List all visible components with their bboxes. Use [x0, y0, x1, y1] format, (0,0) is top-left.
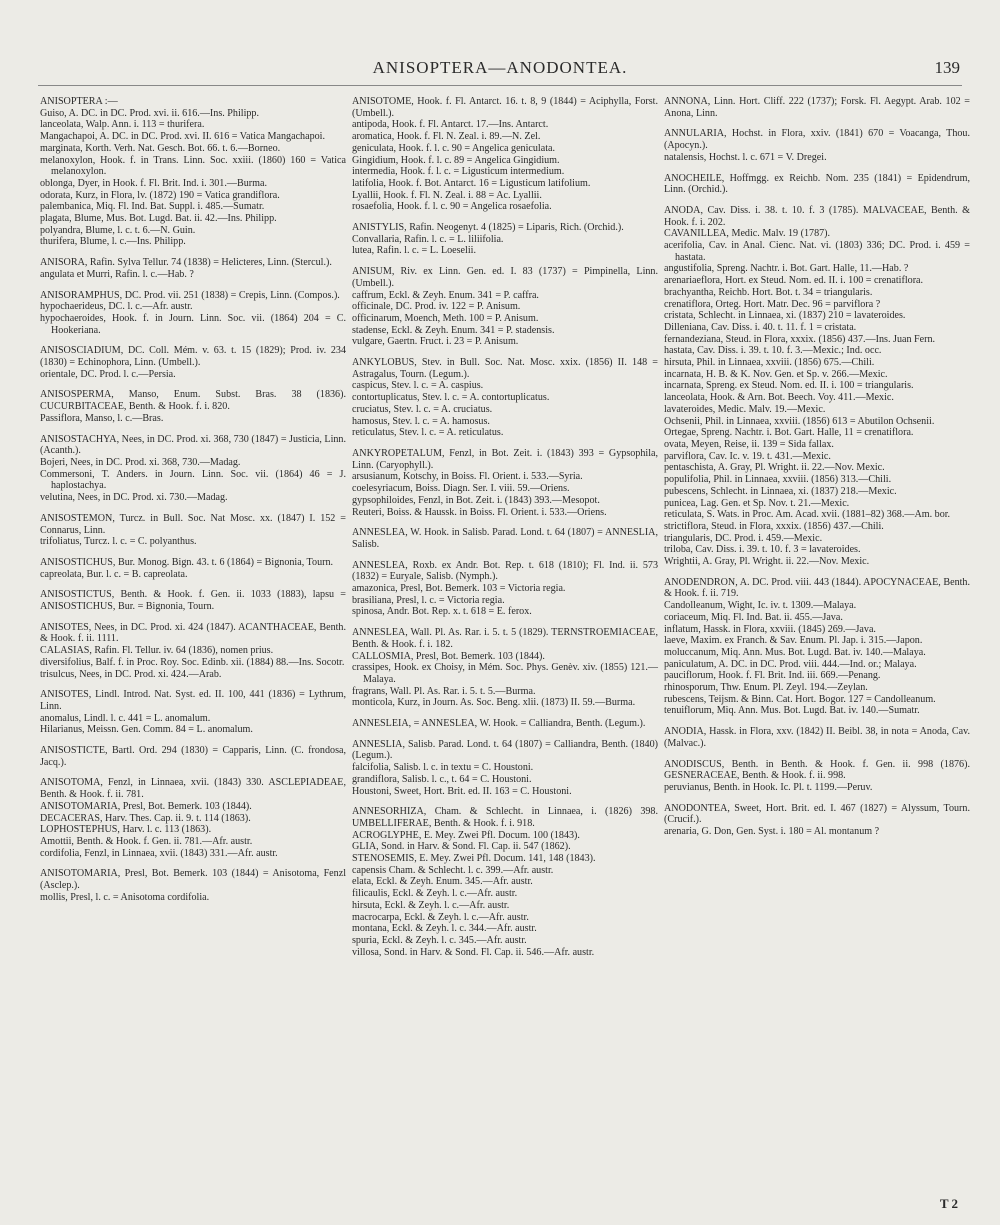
entry-heading: ANNONA, Linn. Hort. Cliff. 222 (1737); Forsk. Fl. Aegypt. Arab. 102 = Anona, Linn.	[664, 96, 970, 119]
entry-line: odorata, Kurz, in Flora, lv. (1872) 190 = Vatica grandiflora.	[40, 189, 280, 201]
entry-line: velutina, Nees, in DC. Prod. xi. 730.—Madag.	[40, 492, 228, 504]
index-entry	[352, 739, 658, 798]
entry-line: hypochaerideus, DC. l. c.—Afr. austr.	[40, 301, 193, 313]
entry-line: STENOSEMIS, E. Mey. Zwei Pfl. Docum. 141, 148 (1843).	[352, 853, 596, 865]
entry-line: hamosus, Stev. l. c. = A. hamosus.	[352, 415, 490, 427]
entry-line: rubescens, Teijsm. & Binn. Cat. Hort. Bogor. 127 = Candolleanum.	[664, 693, 936, 705]
entry-line: caffrum, Eckl. & Zeyh. Enum. 341 = P. caffra.	[352, 289, 539, 301]
entry-line: Mangachapoi, A. DC. in DC. Prod. xvi. II. 616 = Vatica Mangachapoi.	[40, 131, 325, 143]
entry-line: capreolata, Bur. l. c. = B. capreolata.	[40, 568, 188, 580]
entry-line: macrocarpa, Eckl. & Zeyh. l. c.—Afr. austr.	[352, 911, 529, 923]
entry-line: triangularis, DC. Prod. i. 459.—Mexic.	[664, 532, 823, 544]
entry-line: monticola, Kurz, in Journ. As. Soc. Beng. xlii. (1873) II. 59.—Burma.	[352, 697, 636, 709]
entry-line: crenatiflora, Orteg. Hort. Matr. Dec. 96 = parviflora ?	[664, 298, 881, 310]
entry-line: Lyallii, Hook. f. Fl. N. Zeal. i. 88 = Ac. Lyallii.	[352, 189, 542, 201]
index-entry	[40, 589, 346, 612]
entry-line: fernandeziana, Steud. in Flora, xxxix. (1856) 437.—Ins. Juan Fern.	[664, 333, 936, 345]
entry-line: pauciflorum, Hook. f. Fl. Brit. Ind. iii. 669.—Penang.	[664, 670, 881, 682]
entry-line: vulgare, Gaertn. Fruct. i. 23 = P. Anisum.	[352, 336, 519, 348]
entry-heading: ANOCHEILE, Hoffmgg. ex Reichb. Nom. 235 (1841) = Epidendrum, Linn. (Orchid.).	[664, 172, 970, 196]
index-entry	[40, 257, 346, 280]
entry-heading: ANISORA, Rafin. Sylva Tellur. 74 (1838) = Helicteres, Linn. (Stercul.).	[40, 257, 332, 269]
entry-line: grandiflora, Salisb. l. c., t. 64 = C. Houstoni.	[352, 773, 532, 785]
entry-heading: ANISOSTICHUS, Bur. Monog. Bign. 43. t. 6 (1864) = Bignonia, Tourn.	[40, 556, 334, 568]
column-1	[40, 96, 346, 912]
entry-line: gypsophiloides, Fenzl, in Bot. Zeit. i. (1843) 393.—Mesopot.	[352, 494, 600, 506]
index-entry	[352, 96, 658, 213]
entry-line: Wrightii, A. Gray, Pl. Wright. ii. 22.—Nov. Mexic.	[664, 556, 870, 568]
index-entry	[664, 205, 970, 568]
entry-line: lavateroides, Medic. Malv. 19.—Mexic.	[664, 403, 826, 415]
entry-line: Candolleanum, Wight, Ic. iv. t. 1309.—Malaya.	[664, 600, 857, 612]
entry-line: CALLOSMIA, Presl, Bot. Bemerk. 103 (1844).	[352, 650, 545, 662]
entry-line: tenuiflorum, Miq. Ann. Mus. Bot. Lugd. Bat. iv. 140.—Sumatr.	[664, 705, 920, 717]
entry-line: officinale, DC. Prod. iv. 122 = P. Anisum.	[352, 301, 521, 313]
entry-line: incarnata, H. B. & K. Nov. Gen. et Sp. v. 266.—Mexic.	[664, 368, 888, 380]
entry-line: Commersoni, T. Anders. in Journ. Linn. Soc. vii. (1864) 46 = J. haplostachya.	[40, 468, 346, 492]
entry-heading: ANKYROPETALUM, Fenzl, in Bot. Zeit. i. (1843) 393 = Gypsophila, Linn. (Caryophyll.).	[352, 447, 658, 471]
entry-heading: ANODA, Cav. Diss. i. 38. t. 10. f. 3 (1785). MALVACEAE, Benth. & Hook. f. i. 202.	[664, 204, 970, 228]
entry-line: latifolia, Hook. f. Bot. Antarct. 16 = Ligusticum latifolium.	[352, 177, 591, 189]
entry-line: marginata, Korth. Verh. Nat. Gesch. Bot. 66. t. 6.—Borneo.	[40, 142, 281, 154]
entry-line: inflatum, Hassk. in Flora, xxviii. (1845) 269.—Java.	[664, 623, 876, 635]
index-entry	[352, 222, 658, 257]
column-2	[352, 96, 658, 967]
entry-line: Ortegae, Spreng. Nachtr. i. Bot. Gart. Halle, 11 = crenatiflora.	[664, 427, 914, 439]
entry-line: lutea, Rafin. l. c. = L. Loeselii.	[352, 245, 476, 257]
entry-line: intermedia, Hook. f. l. c. = Ligusticum intermedium.	[352, 166, 565, 178]
entry-line: acerifolia, Cav. in Anal. Cienc. Nat. vi. (1803) 336; DC. Prod. i. 459 = hastata.	[664, 240, 970, 263]
entry-heading: ANODENDRON, A. DC. Prod. viii. 443 (1844). APOCYNACEAE, Benth. & Hook. f. ii. 719.	[664, 576, 970, 600]
index-entry	[664, 803, 970, 838]
entry-line: natalensis, Hochst. l. c. 671 = V. Dregei.	[664, 151, 827, 163]
entry-line: brasiliana, Presl, l. c. = Victoria regia.	[352, 594, 505, 606]
index-entry	[664, 726, 970, 749]
index-entry	[40, 290, 346, 337]
entry-line: plagata, Blume, Mus. Bot. Lugd. Bat. ii. 42.—Ins. Philipp.	[40, 213, 277, 225]
entry-line: anomalus, Lindl. l. c. 441 = L. anomalum.	[40, 712, 211, 724]
entry-line: montana, Eckl. & Zeyh. l. c. 344.—Afr. austr.	[352, 923, 537, 935]
entry-line: spinosa, Andr. Bot. Rep. x. t. 618 = E. ferox.	[352, 606, 532, 618]
entry-heading: ANODIA, Hassk. in Flora, xxv. (1842) II. Beibl. 38, in nota = Anoda, Cav. (Malvac.).	[664, 726, 970, 749]
entry-heading: ANISOSTICTE, Bartl. Ord. 294 (1830) = Capparis, Linn. (C. frondosa, Jacq.).	[40, 745, 346, 768]
entry-line: stadense, Eckl. & Zeyh. Enum. 341 = P. stadensis.	[352, 324, 555, 336]
entry-line: Houstoni, Sweet, Hort. Brit. ed. II. 163 = C. Houstoni.	[352, 785, 572, 797]
entry-heading: ANKYLOBUS, Stev. in Bull. Soc. Nat. Mosc. xxix. (1856) II. 148 = Astragalus, Tourn. (Legum.).	[352, 357, 658, 380]
index-entry	[352, 806, 658, 958]
entry-heading: ANISOSTACHYA, Nees, in DC. Prod. xi. 368, 730 (1847) = Justicia, Linn. (Acanth.).	[40, 433, 346, 457]
entry-line: incarnata, Spreng. ex Steud. Nom. ed. II. i. 100 = triangularis.	[664, 380, 914, 392]
entry-line: trisulcus, Nees, in DC. Prod. xi. 424.—Arab.	[40, 668, 222, 680]
entry-line: parviflora, Cav. Ic. v. 19. t. 431.—Mexic.	[664, 450, 831, 462]
entry-line: Gingidium, Hook. f. l. c. 89 = Angelica Gingidium.	[352, 154, 560, 166]
entry-heading: ANNULARIA, Hochst. in Flora, xxiv. (1841) 670 = Voacanga, Thou. (Apocyn.).	[664, 128, 970, 152]
entry-heading: ANISOSCIADIUM, DC. Coll. Mém. v. 63. t. 15 (1829); Prod. iv. 234 (1830) = Echinophora, Linn. (Umbell.).	[40, 345, 346, 369]
entry-line: triloba, Cav. Diss. i. 39. t. 10. f. 3 = lavateroides.	[664, 544, 861, 556]
entry-line: rhinosporum, Thw. Enum. Pl. Zeyl. 194.—Zeylan.	[664, 682, 868, 694]
entry-heading: ANNESLEA, W. Hook. in Salisb. Parad. Lond. t. 64 (1807) = ANNESLIA, Salisb.	[352, 527, 658, 550]
entry-line: ovata, Meyen, Reise, ii. 139 = Sida fallax.	[664, 438, 834, 450]
entry-heading: ANISOSTICTUS, Benth. & Hook. f. Gen. ii. 1033 (1883), lapsu = ANISOSTICHUS, Bur. = Bignonia, Tourn.	[40, 589, 346, 613]
entry-line: thurifera, Blume, l. c.—Ins. Philipp.	[40, 236, 186, 248]
entry-heading: ANNESLIA, Salisb. Parad. Lond. t. 64 (1807) = Calliandra, Benth. (1840) (Legum.).	[352, 738, 658, 762]
entry-line: strictiflora, Steud. in Flora, xxxix. (1856) 437.—Chili.	[664, 520, 884, 532]
entry-heading: ANISOTES, Lindl. Introd. Nat. Syst. ed. II. 100, 441 (1836) = Lythrum, Linn.	[40, 689, 346, 712]
entry-line: villosa, Sond. in Harv. & Sond. Fl. Cap. ii. 546.—Afr. austr.	[352, 946, 595, 958]
entry-line: caspicus, Stev. l. c. = A. caspius.	[352, 380, 484, 392]
entry-line: polyandra, Blume, l. c. t. 6.—N. Guin.	[40, 224, 196, 236]
index-entry	[40, 622, 346, 681]
entry-line: falcifolia, Salisb. l. c. in textu = C. Houstoni.	[352, 762, 534, 774]
entry-line: Passiflora, Manso, l. c.—Bras.	[40, 412, 164, 424]
index-entry	[352, 266, 658, 348]
signature-mark: T 2	[939, 1196, 958, 1211]
index-entry	[40, 96, 346, 248]
entry-line: orientale, DC. Prod. l. c.—Persia.	[40, 368, 176, 380]
index-entry	[352, 357, 658, 439]
entry-line: peruvianus, Benth. in Hook. Ic. Pl. t. 1199.—Peruv.	[664, 781, 873, 793]
entry-line: Convallaria, Rafin. l. c. = L. liliifolia.	[352, 233, 504, 245]
entry-heading: ANISOTOMA, Fenzl, in Linnaea, xvii. (1843) 330. ASCLEPIADEAE, Benth. & Hook. f. ii. 781.	[40, 777, 346, 801]
entry-heading: ANISOSPERMA, Manso, Enum. Subst. Bras. 38 (1836). CUCURBITACEAE, Benth. & Hook. f. i. 820.	[40, 389, 346, 413]
running-head: ANISOPTERA—ANODONTEA.	[372, 58, 628, 77]
entry-line: elata, Eckl. & Zeyh. Enum. 345.—Afr. austr.	[352, 876, 533, 888]
index-entry	[664, 577, 970, 717]
index-entry	[352, 627, 658, 709]
entry-line: reticulata, S. Wats. in Proc. Am. Acad. xvii. (1881–82) 368.—Am. bor.	[664, 509, 951, 521]
index-entry	[664, 96, 970, 119]
entry-line: laeve, Maxim. ex Franch. & Sav. Enum. Pl. Jap. i. 315.—Japon.	[664, 635, 923, 647]
entry-line: crassipes, Hook. ex Choisy, in Mém. Soc. Phys. Genèv. xiv. (1855) 121.—Malaya.	[352, 662, 658, 685]
entry-heading: ANISOSTEMON, Turcz. in Bull. Soc. Nat Mosc. xx. (1847) I. 152 = Connarus, Linn.	[40, 512, 346, 536]
entry-line: angulata et Murri, Rafin. l. c.—Hab. ?	[40, 268, 194, 280]
page-number: 139	[934, 58, 960, 77]
index-entry	[40, 868, 346, 903]
entry-line: hirsuta, Phil. in Linnaea, xxviii. (1856) 675.—Chili.	[664, 357, 875, 369]
index-entry	[352, 560, 658, 619]
entry-line: Amottii, Benth. & Hook. f. Gen. ii. 781.—Afr. austr.	[40, 835, 253, 847]
entry-heading: ANISORAMPHUS, DC. Prod. vii. 251 (1838) = Crepis, Linn. (Compos.).	[40, 289, 340, 301]
index-entry	[40, 389, 346, 424]
entry-line: ACROGLYPHE, E. Mey. Zwei Pfl. Docum. 100 (1843).	[352, 829, 580, 841]
entry-heading: ANODONTEA, Sweet, Hort. Brit. ed. I. 467 (1827) = Alyssum, Tourn. (Crucif.).	[664, 802, 970, 826]
index-entry	[664, 759, 970, 794]
entry-line: brachyantha, Reichb. Hort. Bot. t. 34 = triangularis.	[664, 286, 873, 298]
entry-heading: ANNESLEIA, = ANNESLEA, W. Hook. = Calliandra, Benth. (Legum.).	[352, 718, 646, 730]
entry-line: hastata, Cav. Diss. i. 39. t. 10. f. 3.—Mexic.; Ind. occ.	[664, 345, 882, 357]
entry-line: mollis, Presl, l. c. = Anisotoma cordifolia.	[40, 891, 210, 903]
entry-line: GLIA, Sond. in Harv. & Sond. Fl. Cap. ii. 547 (1862).	[352, 841, 571, 853]
entry-line: moluccanum, Miq. Ann. Mus. Bot. Lugd. Bat. iv. 140.—Malaya.	[664, 646, 926, 658]
entry-line: cordifolia, Fenzl, in Linnaea, xvii. (1843) 331.—Afr. austr.	[40, 847, 278, 859]
index-entry	[40, 689, 346, 736]
entry-heading: ANISOTOME, Hook. f. Fl. Antarct. 16. t. 8, 9 (1844) = Aciphylla, Forst. (Umbell.).	[352, 96, 658, 119]
entry-line: melanoxylon, Hook. f. in Trans. Linn. Soc. xxiii. (1860) 160 = Vatica melanoxylon.	[40, 154, 346, 178]
entry-line: contortuplicatus, Stev. l. c. = A. contortuplicatus.	[352, 392, 550, 404]
index-entry	[40, 513, 346, 548]
entry-line: ANISOTOMARIA, Presl, Bot. Bemerk. 103 (1844).	[40, 800, 252, 812]
entry-line: aromatica, Hook. f. Fl. N. Zeal. i. 89.—N. Zel.	[352, 131, 541, 143]
entry-line: officinarum, Moench, Meth. 100 = P. Anisum.	[352, 312, 539, 324]
entry-line: Reuteri, Boiss. & Haussk. in Boiss. Fl. Orient. i. 533.—Oriens.	[352, 506, 607, 518]
entry-line: pubescens, Schlecht. in Linnaea, xi. (1837) 218.—Mexic.	[664, 485, 897, 497]
entry-line: cristata, Schlecht. in Linnaea, xi. (1837) 210 = lavateroides.	[664, 310, 906, 322]
index-entry	[352, 718, 658, 730]
entry-line: Guiso, A. DC. in DC. Prod. xvi. ii. 616.—Ins. Philipp.	[40, 107, 260, 119]
entry-heading: ANISOPTERA :—	[40, 96, 118, 107]
index-entry	[40, 777, 346, 859]
entry-line: pentaschista, A. Gray, Pl. Wright. ii. 22.—Nov. Mexic.	[664, 462, 885, 474]
entry-line: amazonica, Presl, Bot. Bemerk. 103 = Victoria regia.	[352, 583, 566, 595]
entry-line: rosaefolia, Hook. f. l. c. 90 = Angelica rosaefolia.	[352, 201, 552, 213]
entry-line: DECACERAS, Harv. Thes. Cap. ii. 9. t. 114 (1863).	[40, 812, 251, 824]
entry-line: spuria, Eckl. & Zeyh. l. c. 345.—Afr. austr.	[352, 935, 527, 946]
entry-heading: ANNESLEA, Wall. Pl. As. Rar. i. 5. t. 5 (1829). TERNSTROEMIACEAE, Benth. & Hook. f. i. 182.	[352, 627, 658, 650]
entry-line: fragrans, Wall. Pl. As. Rar. i. 5. t. 5.—Burma.	[352, 685, 536, 697]
entry-line: angustifolia, Spreng. Nachtr. i. Bot. Gart. Halle, 11.—Hab. ?	[664, 263, 909, 275]
entry-heading: ANNESLEA, Roxb. ex Andr. Bot. Rep. t. 618 (1810); Fl. Ind. ii. 573 (1832) = Euryale, Salisb. (Nymph.).	[352, 559, 658, 583]
entry-line: Hilarianus, Meissn. Gen. Comm. 84 = L. anomalum.	[40, 724, 253, 736]
header-rule	[38, 85, 962, 86]
entry-line: trifoliatus, Turcz. l. c. = C. polyanthus.	[40, 536, 197, 548]
index-entry	[352, 527, 658, 550]
entry-line: LOPHOSTEPHUS, Harv. l. c. 113 (1863).	[40, 824, 212, 836]
entry-line: CAVANILLEA, Medic. Malv. 19 (1787).	[664, 228, 831, 240]
entry-line: paniculatum, A. DC. in DC. Prod. viii. 444.—Ind. or.; Malaya.	[664, 658, 917, 670]
entry-line: lanceolata, Walp. Ann. i. 113 = thurifera.	[40, 119, 205, 131]
entry-line: CALASIAS, Rafin. Fl. Tellur. iv. 64 (1836), nomen prius.	[40, 645, 274, 657]
entry-heading: ANISUM, Riv. ex Linn. Gen. ed. I. 83 (1737) = Pimpinella, Linn. (Umbell.).	[352, 266, 658, 289]
entry-line: coelesyriacum, Boiss. Diagn. Ser. I. viii. 59.—Oriens.	[352, 483, 570, 495]
column-3	[664, 96, 970, 847]
entry-line: Bojeri, Nees, in DC. Prod. xi. 368, 730.—Madag.	[40, 456, 241, 468]
entry-line: populifolia, Phil. in Linnaea, xxviii. (1856) 313.—Chili.	[664, 474, 892, 486]
entry-line: geniculata, Hook. f. l. c. 90 = Angelica geniculata.	[352, 142, 556, 154]
entry-heading: ANODISCUS, Benth. in Benth. & Hook. f. Gen. ii. 998 (1876). GESNERACEAE, Benth. & Hook. f. ii. 998.	[664, 758, 970, 782]
index-entry	[40, 434, 346, 504]
index-entry	[352, 448, 658, 518]
entry-line: antipoda, Hook. f. Fl. Antarct. 17.—Ins. Antarct.	[352, 119, 549, 131]
index-entry	[40, 345, 346, 380]
entry-line: Dilleniana, Cav. Diss. i. 40. t. 11. f. 1 = cristata.	[664, 321, 857, 333]
entry-line: cruciatus, Stev. l. c. = A. cruciatus.	[352, 403, 493, 415]
entry-heading: ANISOTOMARIA, Presl, Bot. Bemerk. 103 (1844) = Anisotoma, Fenzl (Asclep.).	[40, 868, 346, 892]
entry-line: arenaria, G. Don, Gen. Syst. i. 180 = Al. montanum ?	[664, 826, 880, 838]
entry-line: hirsuta, Eckl. & Zeyh. l. c.—Afr. austr.	[352, 899, 510, 911]
entry-heading: ANISTYLIS, Rafin. Neogenyt. 4 (1825) = Liparis, Rich. (Orchid.).	[352, 222, 624, 234]
index-entry	[664, 128, 970, 163]
entry-line: coriaceum, Miq. Fl. Ind. Bat. ii. 455.—Java.	[664, 611, 843, 623]
entry-heading: ANNESORHIZA, Cham. & Schlecht. in Linnaea, i. (1826) 398. UMBELLIFERAE, Benth. & Hook. f. i. 918.	[352, 806, 658, 829]
entry-line: capensis Cham. & Schlecht. l. c. 399.—Afr. austr.	[352, 864, 554, 876]
index-entry	[664, 173, 970, 196]
entry-line: reticulatus, Stev. l. c. = A. reticulatus.	[352, 427, 504, 439]
index-entry	[40, 557, 346, 580]
entry-line: punicea, Lag. Gen. et Sp. Nov. t. 21.—Mexic.	[664, 497, 850, 509]
entry-heading: ANISOTES, Nees, in DC. Prod. xi. 424 (1847). ACANTHACEAE, Benth. & Hook. f. ii. 1111.	[40, 621, 346, 645]
entry-line: lanceolata, Hook. & Arn. Bot. Beech. Voy. 411.—Mexic.	[664, 392, 894, 404]
entry-line: diversifolius, Balf. f. in Proc. Roy. Soc. Edinb. xii. (1884) 88.—Ins. Socotr.	[40, 656, 345, 668]
entry-line: palembanica, Miq. Fl. Ind. Bat. Suppl. i. 485.—Sumatr.	[40, 201, 265, 213]
entry-line: Ochsenii, Phil. in Linnaea, xxviii. (1856) 613 = Abutilon Ochsenii.	[664, 415, 935, 427]
index-entry	[40, 745, 346, 768]
entry-line: oblonga, Dyer, in Hook. f. Fl. Brit. Ind. i. 301.—Burma.	[40, 177, 267, 189]
entry-line: hypochaeroides, Hook. f. in Journ. Linn. Soc. vii. (1864) 204 = C. Hookeriana.	[40, 312, 346, 336]
entry-line: filicaulis, Eckl. & Zeyh. l. c.—Afr. austr.	[352, 888, 518, 900]
entry-line: arsusianum, Kotschy, in Boiss. Fl. Orient. i. 533.—Syria.	[352, 471, 583, 483]
entry-line: arenariaeflora, Hort. ex Steud. Nom. ed. II. i. 100 = crenatiflora.	[664, 275, 924, 287]
